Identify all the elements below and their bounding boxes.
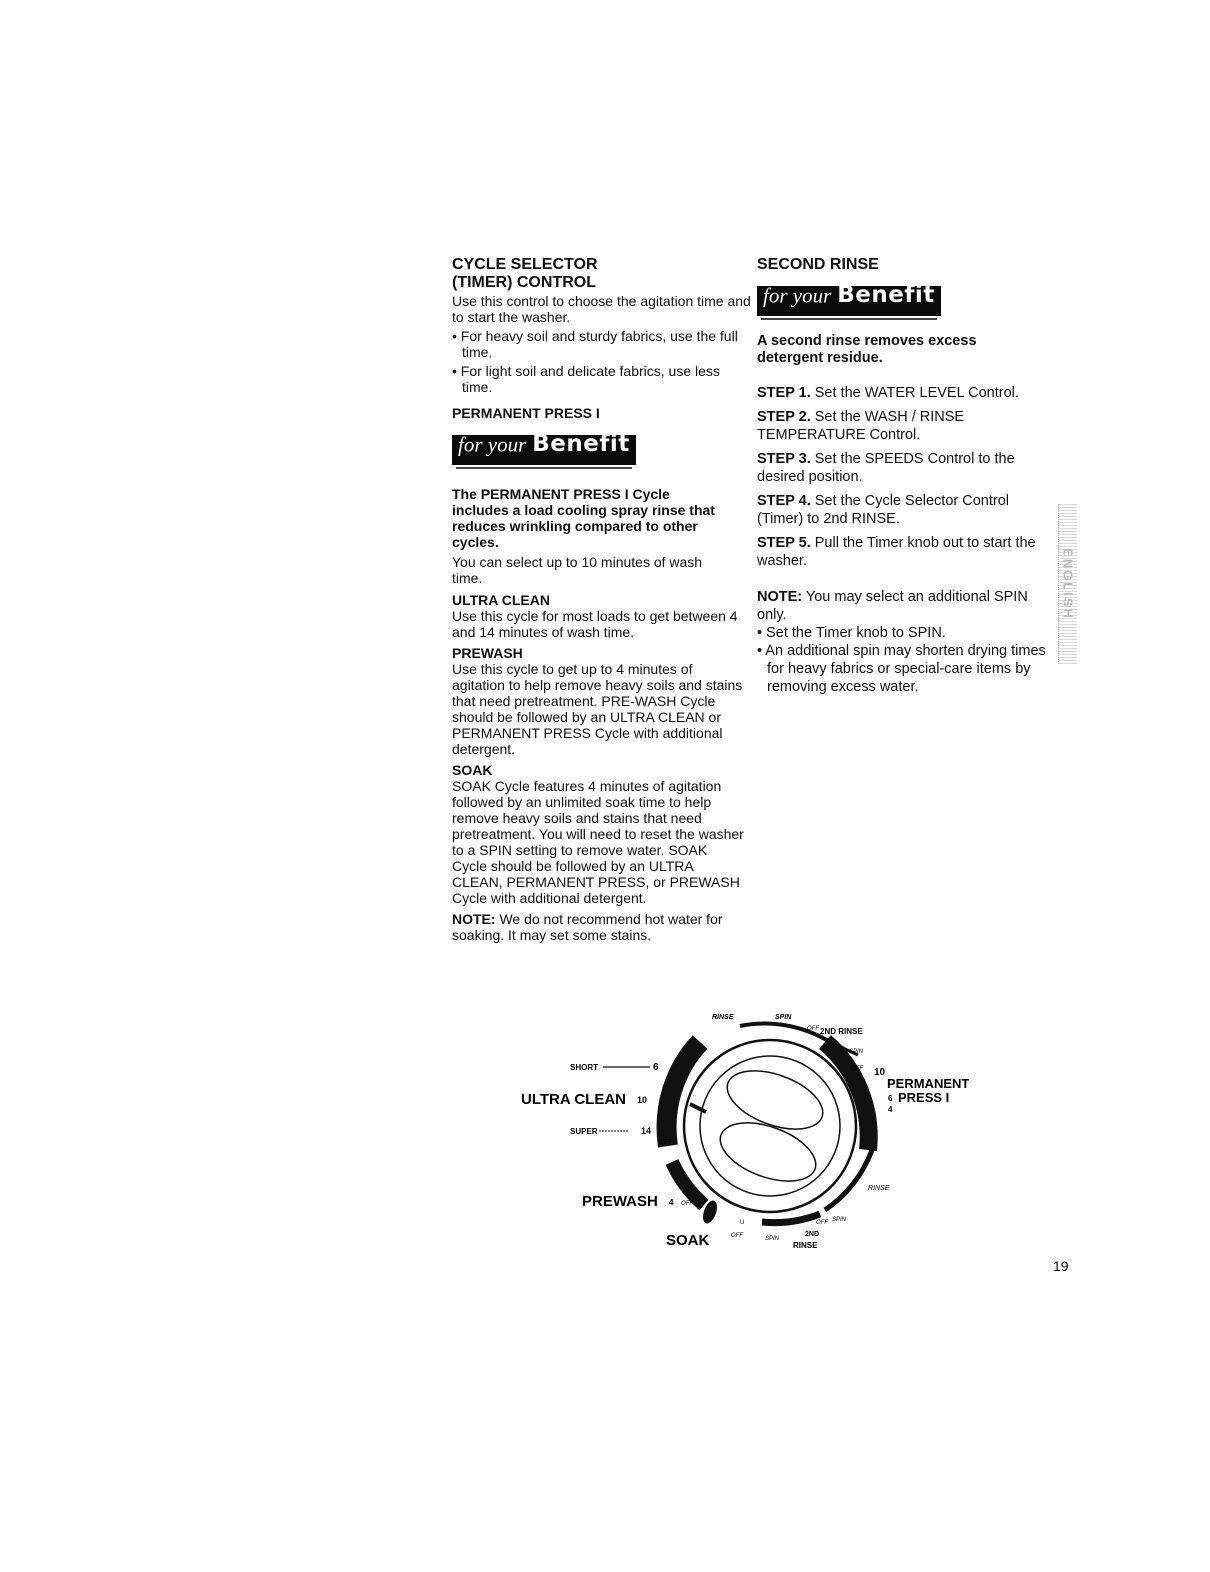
soak-text: SOAK Cycle features 4 minutes of agitation followed by an unlimited soak time to help remove heavy soils and stains that need pretreatment. You will need to reset the washer to a SPIN setting to remove water. SOAK Cycle should be followed by an ULTRA CLEAN, PERMANENT PRESS, or PREWASH Cycle with additional detergent. [452, 778, 744, 906]
banner-box [452, 431, 636, 465]
permanent-press-benefit: The PERMANENT PRESS I Cycle includes a load cooling spray rinse that reduces wrinkling compared to other cycles. [452, 486, 715, 550]
spin-bullet-1: • Set the Timer knob to SPIN. [757, 625, 946, 641]
step-4 [757, 492, 1057, 528]
step-4-text: Set the Cycle Selector Control (Timer) to 2nd RINSE. [757, 493, 1009, 527]
step-3 [757, 450, 1057, 486]
cycle-bullet-2: • For light soil and delicate fabrics, use less time. [452, 363, 720, 395]
permanent-press-title: PERMANENT PRESS I [452, 405, 600, 421]
prewash-title: PREWASH [452, 645, 523, 661]
soak-title: SOAK [452, 762, 493, 778]
soak-note [452, 911, 742, 943]
step-2-label: STEP 2. [757, 409, 811, 425]
dial-six-right: 6 [888, 1094, 893, 1103]
language-side-tab [1058, 504, 1077, 664]
cycle-selector-title: CYCLE SELECTOR [452, 256, 598, 273]
banner-box-right [757, 282, 941, 316]
spin-note-label: NOTE: [757, 589, 803, 605]
step-4-label: STEP 4. [757, 493, 811, 509]
cycle-selector-subtitle: (TIMER) CONTROL [452, 274, 596, 291]
second-rinse-banner [757, 282, 1057, 316]
dial-spin-right: SPIN [849, 1049, 864, 1055]
dial-rinse-right: RINSE [868, 1185, 890, 1192]
for-your-benefit-banner [452, 431, 752, 465]
second-rinse-title: SECOND RINSE [757, 256, 879, 273]
page-number: 19 [1053, 1258, 1069, 1274]
dial-second-bottom-2: RINSE [793, 1241, 818, 1250]
dial-super: SUPER [570, 1127, 598, 1136]
step-1 [757, 384, 1057, 402]
prewash-text: Use this cycle to get up to 4 minutes of agitation to help remove heavy soils and stains that need pretreatment. PRE-WASH Cycle should be followed by an ULTRA CLEAN or PERMANENT PRESS Cycle with additional detergent. [452, 661, 743, 757]
step-2 [757, 408, 1057, 444]
dial-permanent: PERMANENT [887, 1076, 970, 1091]
dial-fourteen: 14 [641, 1126, 652, 1136]
dial-off-right: OFF [851, 1066, 863, 1072]
dial-six-left: 6 [653, 1062, 659, 1073]
dial-ten-left: 10 [637, 1095, 648, 1105]
second-rinse-benefit: A second rinse removes excess detergent residue. [757, 333, 977, 366]
ultra-clean-title: ULTRA CLEAN [452, 592, 550, 608]
dial-four-left: 4 [669, 1198, 674, 1207]
right-column [757, 256, 1057, 696]
dial-spin-bottom: SPIN [765, 1236, 780, 1242]
dial-spin-top: SPIN [775, 1014, 792, 1021]
dial-rinse-top: RINSE [712, 1014, 734, 1021]
permanent-press-text: You can select up to 10 minutes of wash time. [452, 554, 703, 586]
dial-spin-bottom-right: SPIN [832, 1217, 847, 1223]
spin-note-text: You may select an additional SPIN only. [757, 589, 1028, 623]
dial-arc-bottom [762, 1214, 820, 1223]
dial-second-bottom-1: 2ND [805, 1231, 820, 1238]
step-5-text: Pull the Timer knob out to start the washer. [757, 535, 1036, 569]
step-3-text: Set the SPEEDS Control to the desired position. [757, 451, 1015, 485]
dial-off-top: OFF [807, 1026, 819, 1032]
dial-u-mark: U [740, 1220, 745, 1226]
banner-for-your-right: for your [763, 283, 832, 308]
banner-benefit: Benefit [532, 431, 630, 458]
dial-second-rinse-top: 2ND RINSE [820, 1027, 863, 1036]
spin-note [757, 588, 1057, 624]
language-side-tab-label: ENGLISH [1060, 548, 1076, 620]
step-5-label: STEP 5. [757, 535, 811, 551]
banner-for-your: for your [458, 432, 527, 457]
step-1-text: Set the WATER LEVEL Control. [810, 385, 1019, 401]
dial-short: SHORT [570, 1063, 598, 1072]
dial-off-prewash: OFF [681, 1201, 693, 1207]
cycle-bullet-1: • For heavy soil and sturdy fabrics, use the full time. [452, 328, 738, 360]
step-5 [757, 534, 1057, 570]
cycle-selector-dial-diagram [500, 1000, 1000, 1260]
soak-note-label: NOTE: [452, 911, 496, 927]
spin-bullet-2: • An additional spin may shorten drying times for heavy fabrics or special-care items by removing excess water. [757, 643, 1046, 695]
dial-soak: SOAK [666, 1232, 710, 1249]
step-3-label: STEP 3. [757, 451, 811, 467]
dial-ultra-clean: ULTRA CLEAN [521, 1091, 626, 1108]
cycle-intro: Use this control to choose the agitation time and to start the washer. [452, 293, 751, 325]
ultra-clean-text: Use this cycle for most loads to get between 4 and 14 minutes of wash time. [452, 608, 738, 640]
dial-off-soak: OFF [731, 1233, 743, 1239]
dial-four-right: 4 [888, 1105, 893, 1114]
dial-prewash: PREWASH [582, 1193, 658, 1210]
dial-off-bottom: OFF [816, 1220, 828, 1226]
left-column [452, 256, 752, 943]
soak-note-text: We do not recommend hot water for soaking. It may set some stains. [452, 911, 723, 943]
step-2-text: Set the WASH / RINSE TEMPERATURE Control. [757, 409, 965, 443]
dial-press-one: PRESS I [898, 1090, 950, 1105]
step-1-label: STEP 1. [757, 385, 811, 401]
dial-off-left: OFF [660, 1140, 672, 1146]
banner-benefit-right: Benefit [837, 282, 935, 309]
dial-ten-right: 10 [874, 1067, 886, 1078]
